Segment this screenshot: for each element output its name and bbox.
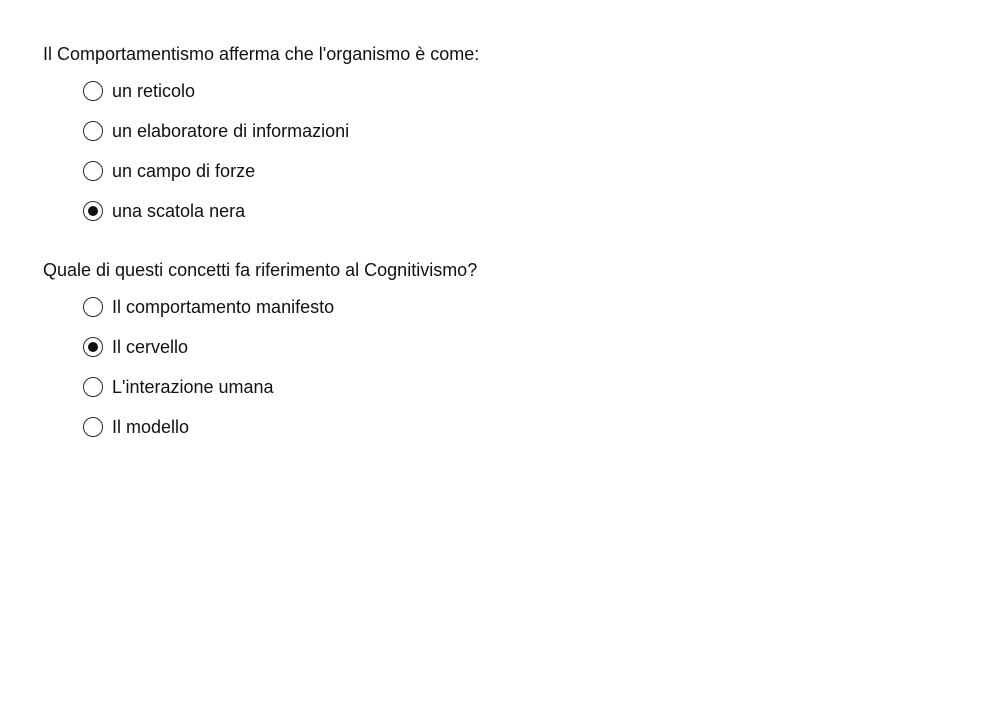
question-1-options [83,79,943,223]
radio-button-icon[interactable] [83,377,103,397]
question-2-option-3[interactable] [83,375,943,399]
radio-button-icon[interactable] [83,121,103,141]
option-label[interactable]: un campo di forze [112,161,256,181]
option-label[interactable]: Il comportamento manifesto [112,297,335,317]
option-label[interactable]: una scatola nera [112,201,246,221]
question-2-option-2[interactable] [83,335,943,359]
question-2-text: Quale di questi concetti fa riferimento al Cognitivismo? [43,260,478,280]
question-1-option-4[interactable] [83,199,943,223]
question-1-text: Il Comportamentismo afferma che l'organismo è come: [43,44,480,64]
question-2 [43,258,943,439]
question-2-options [83,295,943,439]
question-1 [43,42,943,223]
option-label[interactable]: un reticolo [112,81,196,101]
radio-button-icon[interactable] [83,417,103,437]
radio-button-icon[interactable] [83,81,103,101]
radio-button-icon[interactable] [83,337,103,357]
radio-button-icon[interactable] [83,297,103,317]
question-1-option-1[interactable] [83,79,943,103]
question-1-option-3[interactable] [83,159,943,183]
option-label[interactable]: L'interazione umana [112,377,274,397]
radio-button-icon[interactable] [83,161,103,181]
option-label[interactable]: Il modello [112,417,190,437]
option-label[interactable]: Il cervello [112,337,189,357]
question-2-option-1[interactable] [83,295,943,319]
question-1-option-2[interactable] [83,119,943,143]
radio-button-icon[interactable] [83,201,103,221]
option-label[interactable]: un elaboratore di informazioni [112,121,350,141]
question-2-option-4[interactable] [83,415,943,439]
